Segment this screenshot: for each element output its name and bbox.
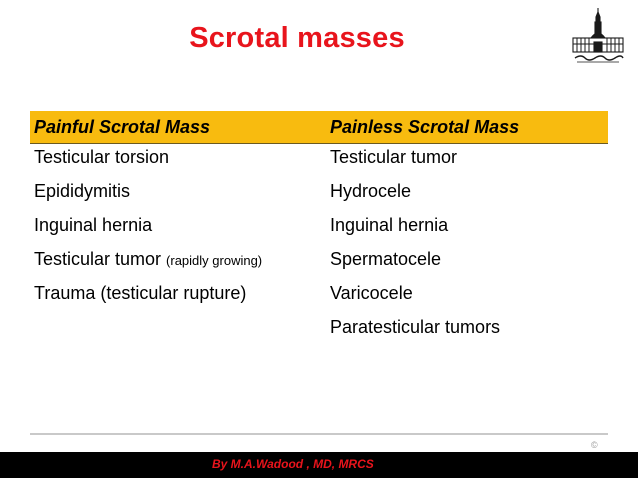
footer-bar [0,452,638,478]
table-row [30,143,608,177]
painless-cell: Paratesticular tumors [330,317,501,337]
table-row [30,313,608,347]
masses-table [30,143,608,347]
table-header-row [30,111,608,144]
university-logo-icon [567,8,629,66]
table-row [30,279,608,313]
table-row [30,211,608,245]
copyright-mark: © [591,440,598,450]
painful-cell: Testicular torsion [34,147,170,167]
painful-cell: Inguinal hernia [34,215,153,235]
painless-cell: Varicocele [330,283,413,303]
footer-divider [30,433,608,435]
painless-cell: Testicular tumor [330,147,458,167]
painful-cell: Epididymitis [34,181,131,201]
slide-title: Scrotal masses [189,22,405,54]
table-row [30,177,608,211]
painful-cell: Testicular tumor (rapidly growing) [34,249,263,269]
header-painless: Painless Scrotal Mass [330,117,520,137]
painless-cell: Inguinal hernia [330,215,449,235]
painless-cell: Hydrocele [330,181,412,201]
table-row [30,245,608,279]
painful-cell: Trauma (testicular rupture) [34,283,247,303]
author-credit: By M.A.Wadood , MD, MRCS [212,457,374,471]
painful-note: (rapidly growing) [166,253,263,268]
painless-cell: Spermatocele [330,249,442,269]
header-painful: Painful Scrotal Mass [34,117,211,137]
